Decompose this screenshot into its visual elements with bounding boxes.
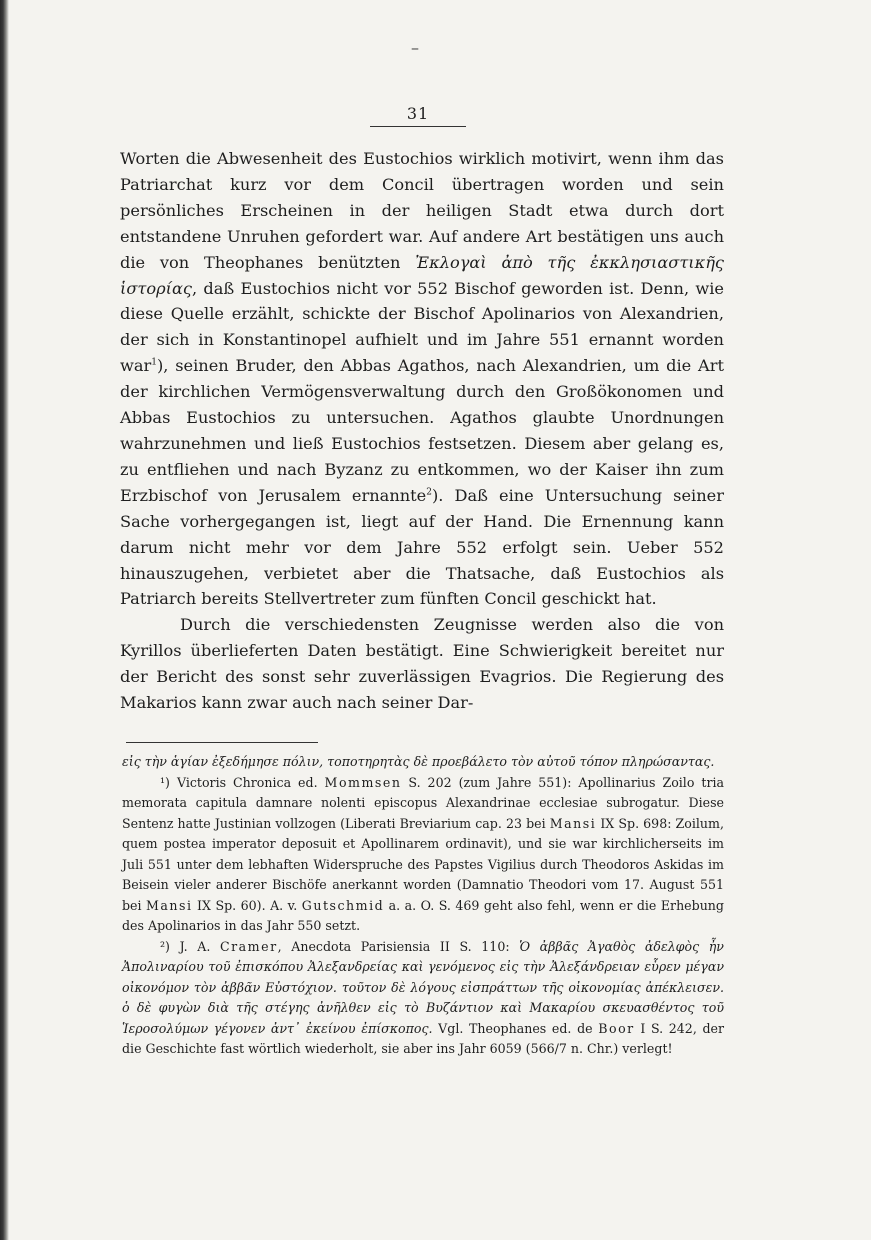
text-run: ). Daß eine Untersuchung seiner Sache vorhergegangen ist, liegt auf der Hand. Die Ernennung kann darum nicht mehr vor dem Jahre 552 erfolgt sein. Ueber 552 hinauszugehen, verbietet aber die Thatsache, daß Eustochios als Patriarch bereits Stellvertreter zum fünften Concil geschickt hat.: [120, 485, 724, 609]
author-name: Boor: [598, 1020, 635, 1036]
footnote-marker: ¹): [160, 774, 170, 790]
author-name: Cramer: [220, 938, 278, 954]
author-name: Mansi: [549, 815, 597, 831]
footnote-separator: [126, 742, 318, 743]
author-name: Mansi: [146, 897, 193, 913]
author-name: Gutschmid: [301, 897, 385, 913]
footnote-marker: ²): [160, 938, 170, 954]
greek-title: Ἐκλογαὶ ἀπὸ τῆς ἐκκλησιαστικῆς ἱστορίας: [120, 252, 725, 298]
footnote-1: [122, 773, 724, 937]
text-run: ), seinen Bruder, den Abbas Agathos, nach Alexandrien, um die Art der kirchlichen Vermögensverwaltung durch den Großökonomen und Abbas Eustochios zu untersuchen. Agathos glaubte Unordnungen wahrzunehmen und ließ Eustochios festsetzen. Diesem aber gelang es, zu entfliehen und nach Byzanz zu entkommen, wo der Kaiser ihn zum Erzbischof von Jerusalem ernannte: [120, 356, 724, 505]
top-mark: –: [411, 38, 419, 57]
footnote-2: [122, 937, 724, 1060]
text-run: , Anecdota Parisiensia II S. 110:: [277, 938, 520, 954]
footnotes: [122, 752, 724, 1060]
footnote-ref-1: 1: [151, 357, 157, 368]
text-run: , daß Eustochios nicht vor 552 Bischof geworden ist. Denn, wie diese Quelle erzählt, schickte der Bischof Apolinarios von Alexandrien, der sich in Konstantinopel aufhielt und im Jahre 551 ernannt worden war: [120, 278, 724, 376]
text-run: Worten die Abwesenheit des Eustochios wirklich motivirt, wenn ihm das Patriarchat kurz vor dem Concil übertragen worden und sein persönliches Erscheinen in der heiligen Stadt etwa durch dort entstandene Unruhen gefordert war. Auf andere Art bestätigen uns auch die von Theophanes benützten: [120, 149, 724, 272]
main-text: [120, 146, 724, 716]
text-run: J. A.: [179, 938, 221, 954]
author-name: Mommsen: [324, 774, 402, 790]
book-binding-edge: [0, 0, 9, 1240]
text-run: Victoris Chronica ed.: [176, 774, 325, 790]
paragraph-2: Durch die verschiedensten Zeugnisse werden also die von Kyrillos überlieferten Daten bestätigt. Eine Schwierigkeit bereitet nur der Bericht des sonst sehr zuverlässigen Evagrios. Die Regierung des Makarios kann zwar auch nach seiner Dar-: [120, 615, 724, 713]
footnote-ref-2: 2: [426, 487, 432, 498]
text-run: S. 202 (zum Jahre 551): Apollinarius Zoilo tria memorata capitula damnare nolenti episcopus Alexandrinae ecclesiae subrogatur. Diese Sentenz hatte Justinian vollzogen (Liberati Breviarium cap. 23 bei: [122, 774, 724, 831]
footnote-continuation: εἰς τὴν ἁγίαν ἐξεδήμησε πόλιν, τοποτηρητὰς δὲ προεβάλετο τὸν αὐτοῦ τόπον πληρώσαντας.: [122, 754, 715, 769]
text-run: I S. 242, der die Geschichte fast wörtlich wiederholt, sie aber ins Jahr 6059 (566/7 n. Chr.) verlegt!: [122, 1020, 724, 1056]
text-run: IX Sp. 60). A. v.: [192, 897, 302, 913]
paragraph-1: [120, 146, 724, 612]
text-run: IX Sp. 698: Zoilum, quem postea imperator deposuit et Apollinarem ordinavit), und sie war kirchlicherseits im Juli 551 unter dem lebhaften Widerspruche des Papstes Vigilius durch Theodoros Askidas im Beisein vieler anderer Bischöfe anerkannt worden (Damnatio Theodori vom 17. August 551 bei: [122, 815, 724, 913]
greek-quotation: Ὁ ἀββᾶς Ἀγαθὸς ἀδελφὸς ἦν Ἀπολιναρίου τοῦ ἐπισκόπου Ἀλεξανδρείας καὶ γενόμενος εἰς τὴν Ἀλεξάνδρειαν εὗρεν μέγαν οἰκονόμον τὸν ἀββᾶν Εὐστόχιον. τοῦτον δὲ λόγους εἰσπράττων τῆς οἰκονομίας ἀπέκλεισεν. ὁ δὲ φυγὼν διὰ τῆς στέγης ἀνῆλθεν εἰς τὸ Βυζάντιον καὶ Μακαρίου σκευασθέντος τοῦ Ἱεροσολύμων γέγονεν ἀντ᾽ ἐκείνου ἐπίσκοπος.: [122, 938, 724, 1036]
text-run: Vgl. Theophanes ed. de: [432, 1020, 599, 1036]
page-number: 31: [370, 104, 466, 127]
text-run: a. a. O. S. 469 geht also fehl, wenn er die Erhebung des Apolinarios in das Jahr 550 setzt.: [122, 897, 724, 933]
